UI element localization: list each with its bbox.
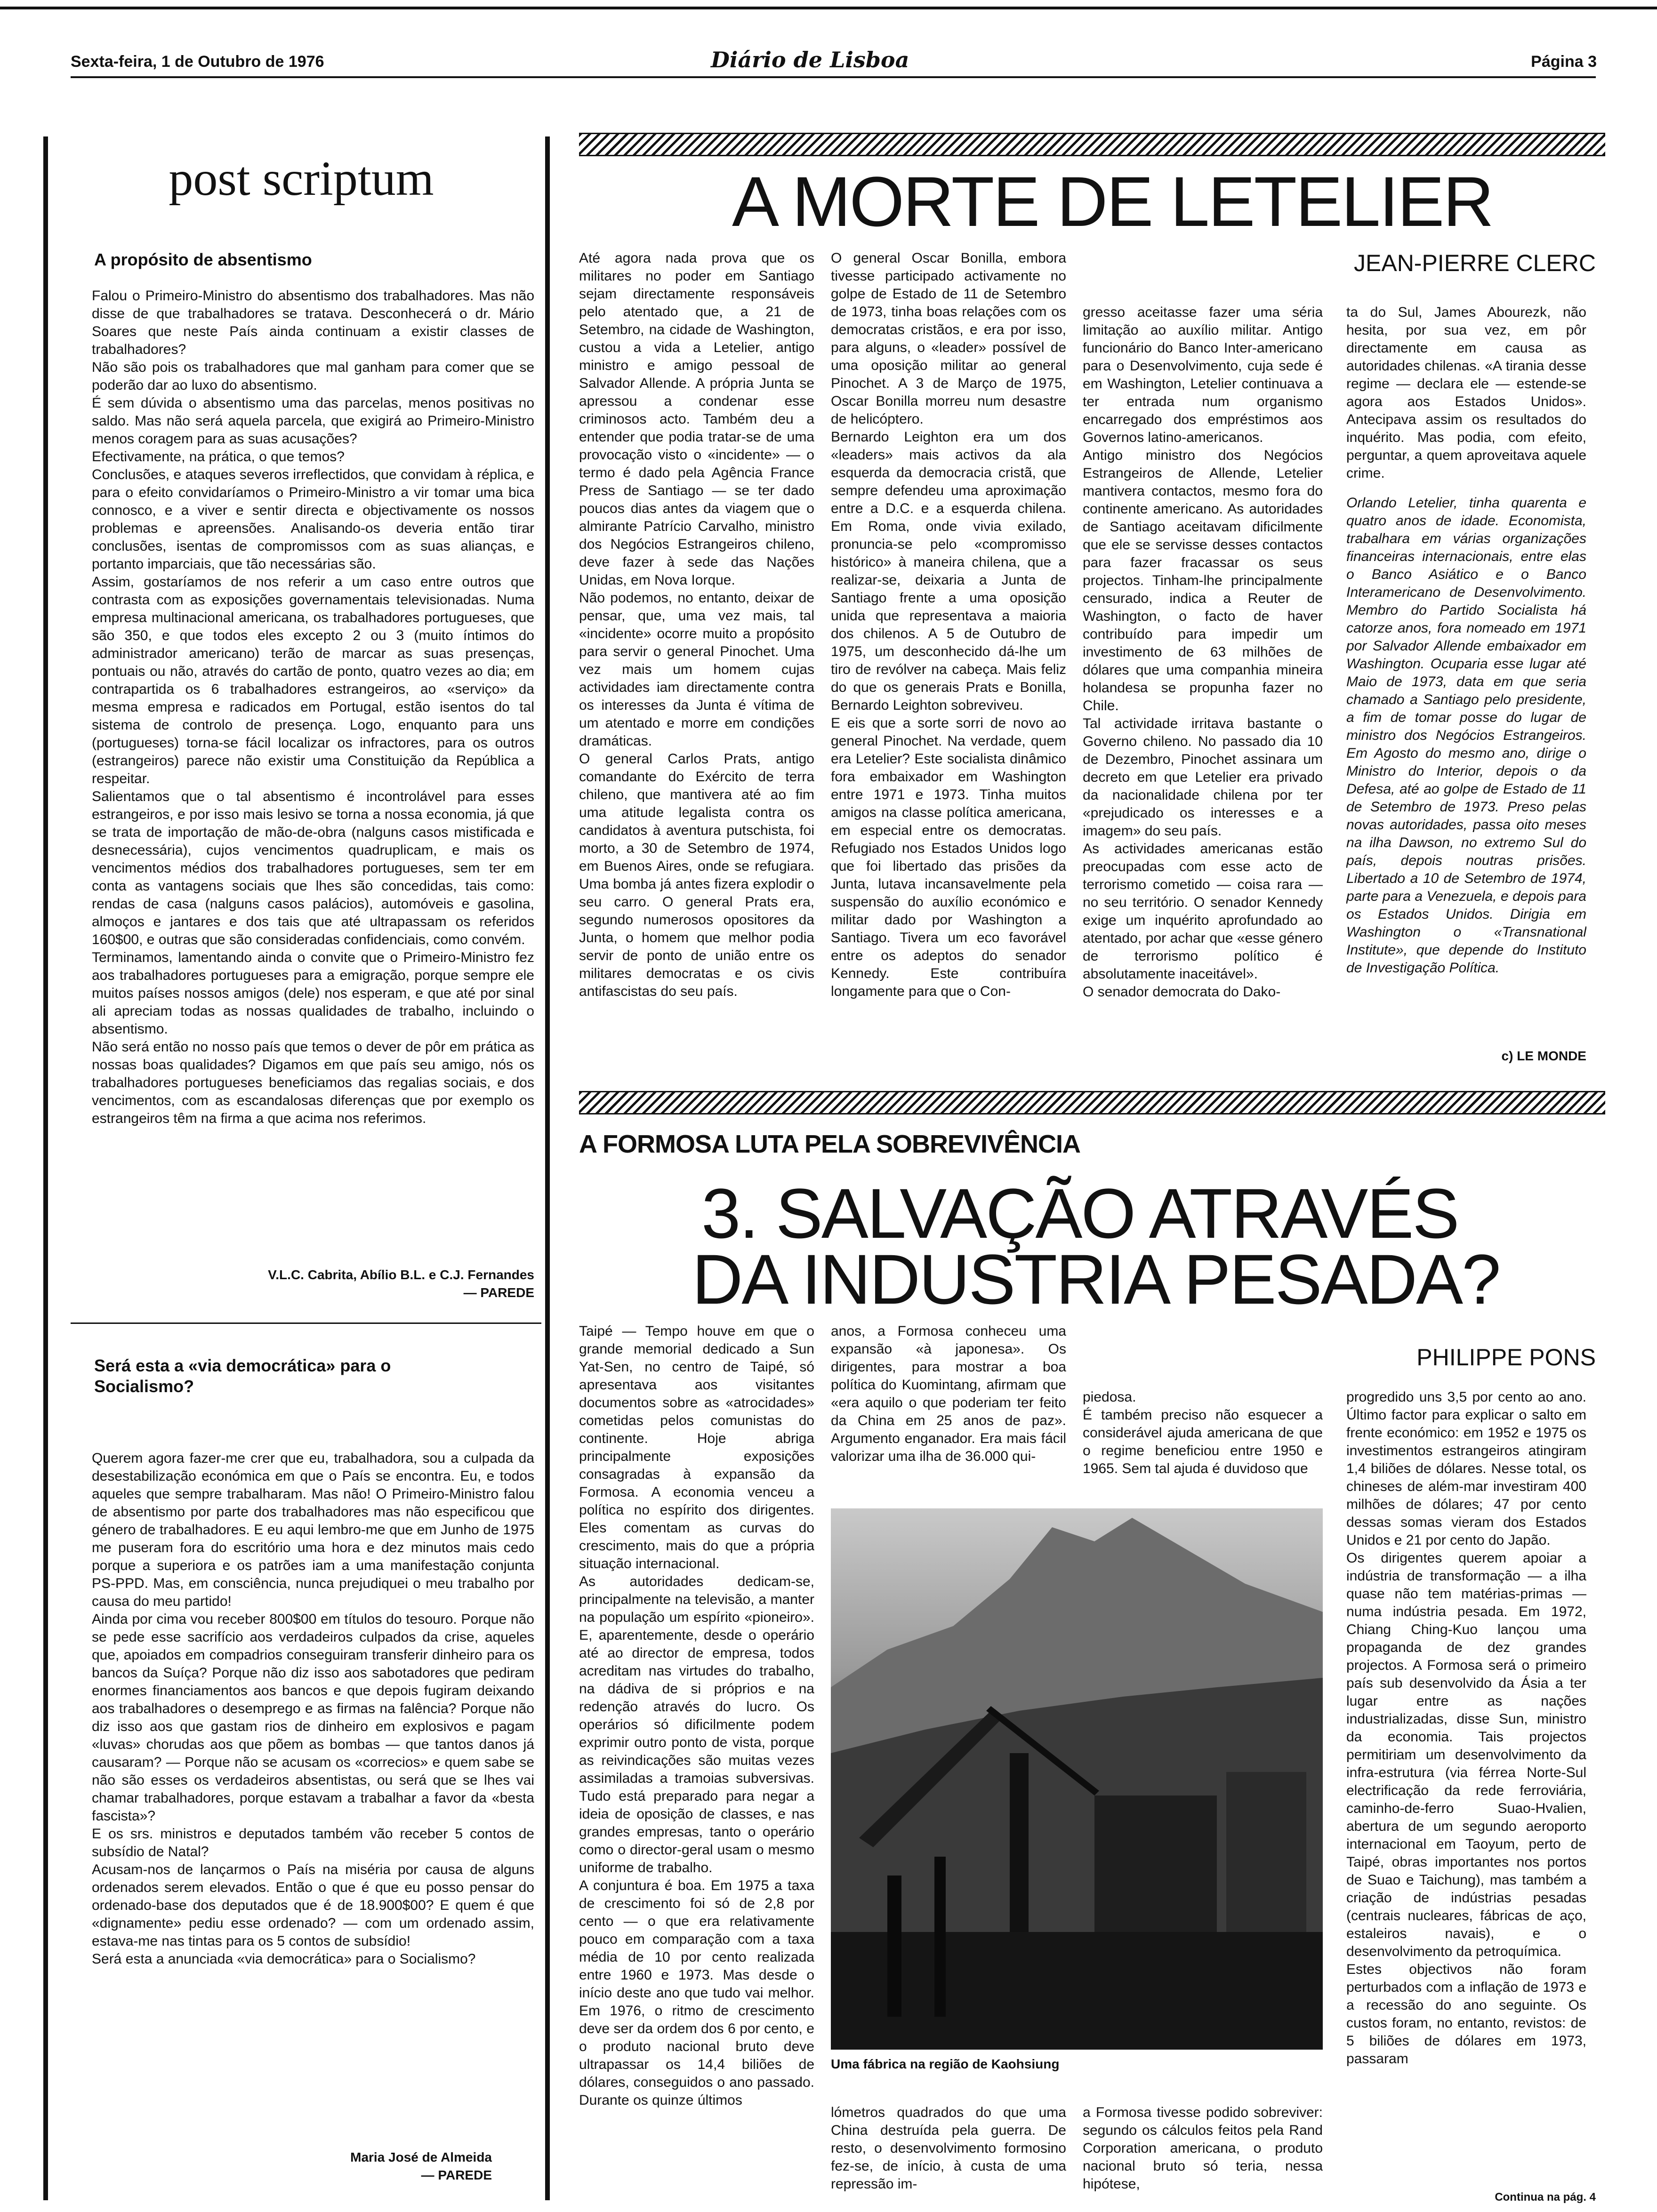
letelier-col1: Até agora nada prova que os militares no poder em Santiago sejam directamente responsáveis pelo atentado que, a 21 de Setembro, na cidade de Washington, custou a vida a Letelier, antigo ministro e amigo pessoal de Salvador Allende. A própria Junta se apressou a condenar esse criminosos acto. Também deu a entender que podia tratar-se de uma provocação visto o «incidente» — o termo é dado pela Agência France Press de Santiago — se ter dado poucos dias antes da viagem que o almirante Patrício Carvalho, ministro dos Negócios Estrangeiros chileno, deve fazer à sede das Nações Unidas, em Nova Iorque. Não podemos, no entanto, deixar de pensar, que, uma vez mais, tal «incidente» ocorre muito a propósito para servir o general Pinochet. Uma vez mais um homem cujas actividades iam directamente contra os interesses da Junta é vítima de um atentado e morre em condições dramáticas. O general Carlos Prats, antigo comandante do Exército de terra chileno, que mantivera até ao fim uma atitude legalista contra os candidatos à aventura putschista, foi morto, a 30 de Setembro de 1974, em Buenos Aires, onde se refugiara. Uma bomba já antes fizera explodir o seu carro. O general Prats era, segundo numerosos opositores da Junta, o homem que melhor podia servir de ponto de união entre os militares democratas e os civis antifascistas do seu país. — [579, 250, 814, 999]
letelier-bio: Orlando Letelier, tinha quarenta e quatro anos de idade. Economista, trabalhara em várias organizações financeiras internacionais, entre elas o Banco Asiático e o Banco Interamericano de Desenvolvimento. Membro do Partido Socialista há catorze anos, fora nomeado em 1971 por Salvador Allende embaixador em Washington. Ocuparia esse lugar até Maio de 1973, data em que seria chamado a Santiago pelo presidente, a fim de tomar posse do lugar de ministro dos Negócios Estrangeiros. Em Agosto do mesmo ano, dirige o Ministro do Interior, depois o da Defesa, até ao golpe de Estado de 11 de Setembro de 1973. Preso pelas novas autoridades, passa oito meses na ilha Dawson, no extremo Sul do país, depois noutras prisões. Libertado a 10 de Setembro de 1974, parte para a Venezuela, e depois para os Estados Unidos. Dirigia em Washington o «Transnational Institute», que depende do Instituto de Investigação Política. — [1346, 495, 1586, 976]
postscriptum-title: post scriptum — [169, 152, 434, 206]
continua-note: Continua na pág. 4 — [1495, 2191, 1596, 2204]
photo-caption: Uma fábrica na região de Kaohsiung — [831, 2057, 1060, 2071]
formosa-col2-bottom: lómetros quadrados do que uma China destruída pela guerra. De resto, o desenvolvimento formosino fez-se, de início, à custa de uma repressão im- — [831, 2105, 1066, 2192]
postscriptum-left-bar — [43, 136, 48, 2200]
formosa-col1: Taipé — Tempo houve em que o grande memorial dedicado a Sun Yat-Sen, no centro de Taipé, só apresentava aos visitantes documentos sobre as «atrocidades» cometidas pelos comunistas do continente. Hoje abriga principalmente exposições consagradas à expansão da Formosa. A economia venceu a política no espírito dos dirigentes. Eles comentam as curvas do crescimento, mais do que a própria situação internacional. As autoridades dedicam-se, principalmente na televisão, a manter na população um espírito «pioneiro». E, aparentemente, desde o operário até ao director de empresa, todos acreditam nas virtudes do trabalho, na dádiva de si próprios e na redenção através do lucro. Os operários só dificilmente podem exprimir outro ponto de vista, porque as reivindicações são muitas vezes assimiladas a tramoias subversivas. Tudo está preparado para negar a ideia de oposição de classes, e nas grandes empresas, tanto o operário como o director-geral usam o mesmo uniforme de trabalho. A conjuntura é boa. Em 1975 a taxa de crescimento foi só de 2,8 por cento — o que era relativamente pouco em comparação com a taxa média de 10 por cento realizada entre 1960 e 1973. Mas desde o início deste ano que tudo vai melhor. Em 1976, o ritmo de crescimento deve ser da ordem dos 6 por cento, e o produto nacional bruto deve ultrapassar os 14,4 biliões de dólares, conseguidos o ano passado. Durante os quinze últimos — [579, 1323, 814, 2108]
letelier-author: JEAN-PIERRE CLERC — [1354, 250, 1596, 276]
masthead: Diário de Lisboa — [711, 47, 909, 72]
formosa-author: PHILIPPE PONS — [1416, 1344, 1596, 1370]
postscriptum-right-bar — [545, 136, 550, 2200]
article2-body: Querem agora fazer-me crer que eu, trabalhadora, sou a culpada da desestabilização económica em que o País se encontra. Eu, e todos aqueles que sempre trabalharam. Mas não! O Primeiro-Ministro falou de absentismo por parte dos trabalhadores mas não especificou que género de trabalhadores. E eu aqui lembro-me que em Junho de 1975 me puseram fora do escritório uma hora e dez minutos mais cedo porque a superiora e os patrões iam a uma manifestação conjunta PS-PPD. Mas, em consciência, nunca prejudiquei o meu trabalho por causa do meu partido! Ainda por cima vou receber 800$00 em títulos do tesouro. Porque não se pede esse sacrifício aos verdadeiros culpados da crise, aqueles que, apoiados em compadrios conseguiram transferir dinheiro para os bancos da Suíça? Porque não diz isso aos sabotadores que pediram enormes financiamentos aos bancos e que depois fugiram deixando aos trabalhadores o desemprego e as firmas na falência? Porque não diz isso aos que gastam rios de dinheiro em explosivos e pagam «luvas» chorudas aos que põem as bombas — que tantos danos já causaram? — Porque não se acusam os «correcios» e quem sabe se não são esses os verdadeiros absentistas, ou será que se lhes vai chamar trabalhadores, porque estavam a trabalhar a favor da «besta fascista»? E os srs. ministros e deputados também vão receber 5 contos de subsídio de Natal? Acusam-nos de lançarmos o País na miséria por causa de alguns ordenados serem elevados. Então o que é que eu posso pensar do ordenado-base dos deputados que é de 18.900$00? E quem é que «dignamente» pediu esse ordenado? — com um ordenado assim, estava-me nas tintas para os 5 contos de subsídio! Será esta a anunciada «via democrática» para o Socialismo? — [92, 1451, 534, 1967]
article2-heading: Será esta a «via democrática» para o Socialismo? — [94, 1356, 391, 1396]
formosa-hatch-bar — [579, 1091, 1605, 1114]
header-date: Sexta-feira, 1 de Outubro de 1976 — [71, 53, 324, 71]
article1-signature: V.L.C. Cabrita, Abílio B.L. e C.J. Fernandes — [268, 1267, 534, 1282]
article2-signature: Maria José de Almeida — [350, 2150, 492, 2164]
factory-photo — [831, 1508, 1323, 2050]
formosa-title-line1: 3. SALVAÇÃO ATRAVÉS — [701, 1174, 1458, 1253]
formosa-col3-top: piedosa. É também preciso não esquecer a considerável ajuda americana de que o regime beneficiou entre 1950 e 1965. Sem tal ajuda é duvidoso que — [1083, 1389, 1323, 1476]
letelier-hatch-bar — [579, 133, 1605, 156]
letelier-col4: ta do Sul, James Abourezk, não hesita, por sua vez, em pôr directamente em causa as autoridades chilenas. «A tirania desse regime — declara ele — estende-se agora aos Estados Unidos». Antecipava assim os resultados do inquérito. Mas podia, com efeito, perguntar, a quem aproveitava aquele crime. — [1346, 305, 1586, 481]
formosa-title-line2: DA INDUSTRIA PESADA? — [692, 1240, 1500, 1319]
formosa-kicker: A FORMOSA LUTA PELA SOBREVIVÊNCIA — [579, 1130, 1081, 1158]
factory-photo-drawing — [831, 1508, 1323, 2050]
letelier-credit: c) LE MONDE — [1501, 1049, 1586, 1063]
formosa-col2-top: anos, a Formosa conheceu uma expansão «à japonesa». Os dirigentes, para mostrar a boa política do Kuomintang, afirmam que «era aquilo o que poderiam ter feito da China em 25 anos de paz». Argumento enganador. Era mais fácil valorizar uma ilha de 36.000 qui- — [831, 1323, 1066, 1464]
top-rule — [0, 7, 1657, 9]
header-rule — [71, 76, 1596, 78]
article1-heading: A propósito de absentismo — [94, 250, 312, 269]
header-page: Página 3 — [1531, 53, 1597, 71]
article1-body: Falou o Primeiro-Ministro do absentismo dos trabalhadores. Mas não disse de que trabalhadores se tratava. Desconhecerá o dr. Mário Soares que neste País ainda continuam a existir classes de trabalhadores? Não são pois os trabalhadores que mal ganham para comer que se poderão dar ao luxo do absentismo. É sem dúvida o absentismo uma das parcelas, menos positivas no saldo. Mas não será aquela parcela, que exigirá ao Primeiro-Ministro menos coragem para as suas acusações? Efectivamente, na prática, o que temos? Conclusões, e ataques severos irreflectidos, que convidam à réplica, e para o efeito convidaríamos o Primeiro-Ministro a vir tomar uma bica connosco, e a viver e sentir directa e objectivamente os nossos problemas e apreensões. Analisando-os deveria então tirar conclusões, isentas de compromissos com as suas alianças, e portanto imparciais, que tão necessárias são. Assim, gostaríamos de nos referir a um caso entre outros que contrasta com as exposições governamentais televisionadas. Numa empresa multinacional americana, os trabalhadores portugueses, que são 350, e que todos eles excepto 2 ou 3 (muito íntimos do administrador americano) terão de marcar as suas presenças, pontuais ou não, através do cartão de ponto, quatro vezes ao dia; em contrapartida os 6 trabalhadores estrangeiros, ao «serviço» da mesma empresa e radicados em Portugal, estão isentos do tal sistema de controlo de presença. Logo, enquanto para uns (portugueses) torna-se fácil localizar os infractores, para os outros (estrangeiros) parece não existir uma Constituição da República a respeitar. Salientamos que o tal absentismo é incontrolável para esses estrangeiros, e por isso mais lesivo se torna a nossa economia, já que se trata de importação de mão-de-obra (nalguns casos mistificada e desnecessária), cujos vencimentos quadruplicam, e mais os vencimentos médios dos trabalhadores portugueses, sem ter em conta as vantagens sociais que lhes são concedidas, tais como: rendas de casa (nalguns casos palácios), automóveis e gasolina, almoços e jantares e dos tais que até ultrapassam os referidos 160$00, e outras que são consideradas confidenciais, como convém. Terminamos, lamentando ainda o convite que o Primeiro-Ministro fez aos trabalhadores portugueses para a emigração, porque sempre ele muitos países nossos amigos (dele) nos esperam, e que até por sinal ali apreciam todas as nossas qualidades de trabalho, incluindo o absentismo. Não será então no nosso país que temos o dever de pôr em prática as nossas boas qualidades? Digamos em que país seu amigo, nós os trabalhadores portugueses beneficiamos das regalias sociais, e dos vencimentos, com as escandalosas diferenças que por exemplo os estrangeiros têm na firma a que acima nos referimos. — [92, 288, 534, 1126]
article-divider — [71, 1322, 541, 1324]
formosa-col3-bottom: a Formosa tivesse podido sobreviver: segundo os cálculos feitos pela Rand Corporation americana, o produto nacional bruto só teria, nessa hipótese, — [1083, 2105, 1323, 2192]
letelier-col2: O general Oscar Bonilla, embora tivesse participado activamente no golpe de Estado de 11 de Setembro de 1973, tinha boas relações com os democratas cristãos, e era por isso, para alguns, o «leader» possível de uma oposição militar ao general Pinochet. A 3 de Março de 1975, Oscar Bonilla morreu num desastre de helicóptero. Bernardo Leighton era um dos «leaders» mais activos da ala esquerda da democracia cristã, que sempre defendeu uma aproximação entre a D.C. e a esquerda chilena. Em Roma, onde vivia exilado, pronuncia-se pelo «compromisso histórico» à maneira chilena, que a realizar-se, deixaria a Junta de Santiago frente a uma oposição unida que representava a maioria dos chilenos. A 5 de Outubro de 1975, um desconhecido dá-lhe um tiro de revólver na cabeça. Mais feliz do que os generais Prats e Bonilla, Bernardo Leighton sobreviveu. E eis que a sorte sorri de novo ao general Pinochet. Na verdade, quem era Letelier? Este socialista dinâmico fora embaixador em Washington entre 1971 e 1973. Tinha muitos amigos na classe política americana, em especial entre os democratas. Refugiado nos Estados Unidos logo que foi libertado das prisões da Junta, lutava incansavelmente pela suspensão do auxílio económico e militar dado por Washington a Santiago. Tivera um eco favorável entre os adeptos do senador Kennedy. Este contribuíra longamente para que o Con- — [831, 250, 1066, 999]
letelier-title: A MORTE DE LETELIER — [732, 162, 1493, 241]
article2-place: — PAREDE — [421, 2168, 492, 2182]
article1-place: — PAREDE — [463, 1285, 534, 1300]
formosa-col4: progredido uns 3,5 por cento ao ano. Último factor para explicar o salto em frente económico: em 1952 e 1975 os investimentos estrangeiros atingiram 1,4 biliões de dólares. Nesse total, os chineses de além-mar investiram 400 milhões de dólares; 47 por cento dessas somas vieram dos Estados Unidos e 21 por cento do Japão. Os dirigentes querem apoiar a indústria de transformação — a ilha quase não tem matérias-primas — numa indústria pesada. Em 1972, Chiang Ching-Kuo lançou uma propaganda de dez grandes projectos. A Formosa será o primeiro país sub desenvolvido da Ásia a ter lugar entre as nações industrializadas, disse Sun, ministro da economia. Tais projectos permitiriam um desenvolvimento da infra-estrutura (via férrea Norte-Sul electrificação da rede ferroviária, caminho-de-ferro Suao-Hvalien, abertura de um segundo aeroporto internacional em Taoyum, perto de Taipé, obras importantes nos portos de Suao e Taichung), mas também a criação de indústrias pesadas (centrais nucleares, fábricas de aço, estaleiros navais), e o desenvolvimento da petroquímica. Estes objectivos não foram perturbados com a inflação de 1973 e a recessão do ano seguinte. Os custos foram, no entanto, revistos: de 5 biliões de dólares em 1973, passaram — [1346, 1389, 1586, 2067]
letelier-col3: gresso aceitasse fazer uma séria limitação ao auxílio militar. Antigo funcionário do Banco Inter-americano para o Desenvolvimento, cuja sede é em Washington, Letelier continuava a ter entrada num organismo encarregado dos empréstimos aos Governos latino-americanos. Antigo ministro dos Negócios Estrangeiros de Allende, Letelier mantivera contactos, mesmo fora do continente americano. As autoridades de Santiago aceitavam dificilmente que ele se servisse desses contactos para fazer fracassar os seus projectos. Tinham-lhe principalmente censurado, indica a Reuter de Washington, o facto de haver contribuído para impedir um investimento de 63 milhões de dólares que uma companhia mineira holandesa se propunha fazer no Chile. Tal actividade irritava bastante o Governo chileno. No passado dia 10 de Dezembro, Pinochet assinara um decreto em que Letelier era privado da nacionalidade chilena por ter «prejudicado os interesses e a imagem» do seu país. As actividades americanas estão preocupadas com esse acto de terrorismo cometido — coisa rara — no seu território. O senador Kennedy exige um inquérito aprofundado ao atentado, por achar que «esse género de terrorismo político é absolutamente inaceitável». O senador democrata do Dako- — [1083, 305, 1323, 1000]
